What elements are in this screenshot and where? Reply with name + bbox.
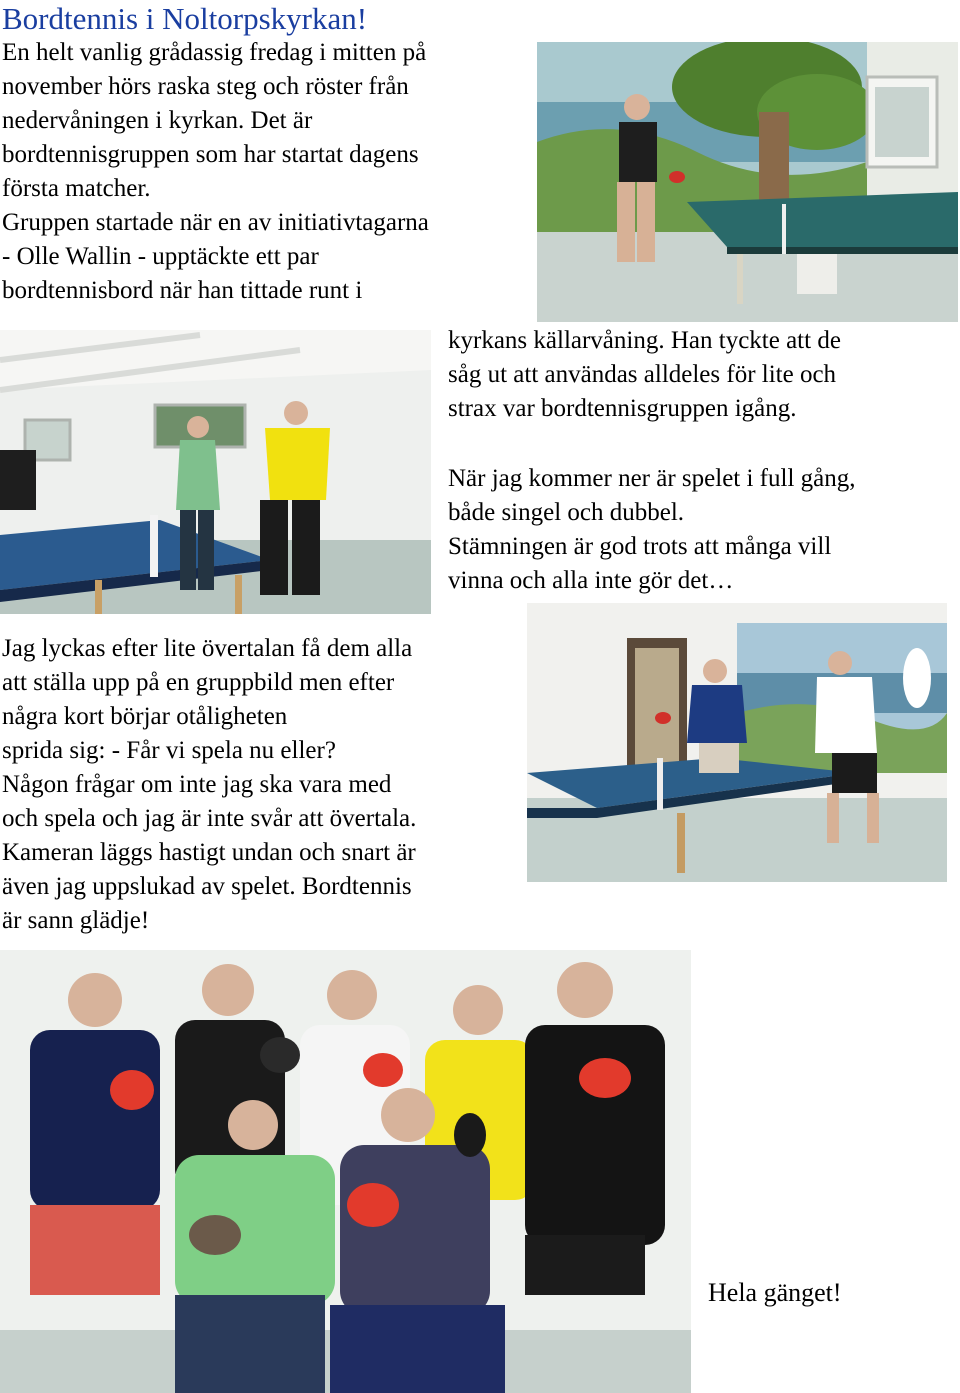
photo-single-player [537,42,958,322]
text-line: och spela och jag är inte svår att övertala. [2,805,417,832]
photo-two-players [527,603,947,882]
continuation-paragraph [448,324,841,426]
game-paragraph [448,462,856,598]
group-story-paragraph [2,632,416,938]
text-line: första matcher. [2,175,151,202]
text-line: november hörs raska steg och röster från [2,73,409,100]
text-line: - Olle Wallin - upptäckte ett par [2,243,319,270]
text-line: såg ut att användas alldeles för lite och [448,361,837,388]
intro-paragraph [2,36,429,308]
text-line: Jag lyckas efter lite övertalan få dem alla [2,635,413,662]
text-line: Någon frågar om inte jag ska vara med [2,771,392,798]
page-title: Bordtennis i Noltorpskyrkan! [2,1,368,36]
text-line: både singel och dubbel. [448,499,685,526]
text-line: är sann glädje! [2,907,150,934]
text-line: kyrkans källarvåning. Han tyckte att de [448,327,841,354]
text-line: sprida sig: - Får vi spela nu eller? [2,737,336,764]
text-line: några kort börjar otåligheten [2,703,288,730]
group-photo-caption: Hela gänget! [708,1278,842,1307]
text-line: strax var bordtennisgruppen igång. [448,395,797,422]
text-line: att ställa upp på en gruppbild men efter [2,669,395,696]
text-line: bordtennisgruppen som har startat dagens [2,141,419,168]
text-line: nedervåningen i kyrkan. Det är [2,107,313,134]
text-line: även jag uppslukad av spelet. Bordtennis [2,873,412,900]
text-line: bordtennisbord när han tittade runt i [2,277,363,304]
text-line: Kameran läggs hastigt undan och snart är [2,839,416,866]
text-line: En helt vanlig grådassig fredag i mitten på [2,39,427,66]
text-line: Stämningen är god trots att många vill [448,533,832,560]
text-line: vinna och alla inte gör det… [448,567,734,594]
photo-group [0,950,691,1393]
text-line: Gruppen startade när en av initiativtagarna [2,209,429,236]
photo-doubles-game [0,330,431,614]
text-line: När jag kommer ner är spelet i full gång, [448,465,856,492]
